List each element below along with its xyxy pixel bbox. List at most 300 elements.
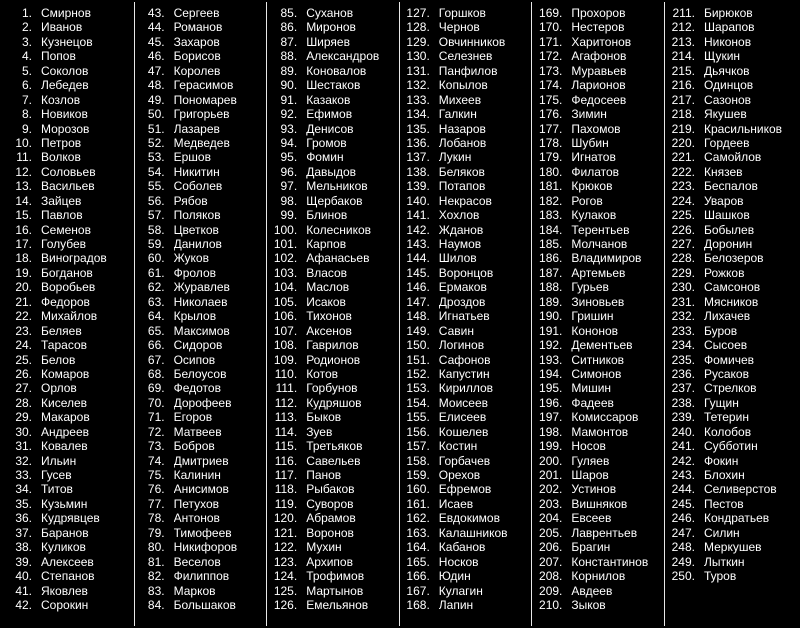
list-item <box>400 64 532 78</box>
surname: Федотов <box>173 381 221 396</box>
list-item <box>665 179 798 193</box>
surname: Жуков <box>173 251 209 266</box>
rank-number: 56. <box>147 193 165 208</box>
surname: Богданов <box>41 265 93 280</box>
rank-number: 174. <box>539 78 563 93</box>
surname: Тимофеев <box>173 525 232 540</box>
surname: Лихачев <box>703 309 751 324</box>
list-item <box>2 338 134 352</box>
rank-number: 70. <box>147 395 165 410</box>
rank-number: 80. <box>147 540 165 555</box>
rank-number: 114. <box>274 424 298 439</box>
surname: Комаров <box>41 366 90 381</box>
surname: Дроздов <box>438 294 486 309</box>
surname: Фомичев <box>703 352 755 367</box>
surname: Бобылев <box>703 222 755 237</box>
list-item <box>400 35 532 49</box>
rank-number: 167. <box>406 583 430 598</box>
rank-number: 168. <box>406 597 430 612</box>
list-item <box>2 78 134 92</box>
rank-number: 86. <box>280 20 298 35</box>
rank-number: 152. <box>406 366 430 381</box>
list-item <box>267 425 399 439</box>
rank-number: 47. <box>147 63 165 78</box>
rank-number: 241. <box>671 439 695 454</box>
list-item <box>2 194 134 208</box>
rank-number: 107. <box>273 323 298 338</box>
rank-number: 87. <box>280 34 298 49</box>
list-item <box>532 194 664 208</box>
rank-number: 113. <box>274 410 298 425</box>
rank-number: 33. <box>15 468 32 482</box>
surname: Кондратьев <box>703 511 770 526</box>
surname: Савин <box>438 323 474 338</box>
surname: Ковалев <box>41 439 88 454</box>
surname: Васильев <box>41 179 95 194</box>
rank-number: 75. <box>147 468 165 482</box>
list-item <box>2 280 134 294</box>
surname: Куликов <box>41 540 86 555</box>
surname: Ефремов <box>438 482 492 497</box>
rank-number: 133. <box>406 92 430 107</box>
surname: Антонов <box>173 511 220 526</box>
rank-number: 159. <box>406 468 430 482</box>
list-item <box>135 64 267 78</box>
list-item <box>400 49 532 63</box>
list-item <box>400 6 532 20</box>
surname: Савельев <box>306 453 361 468</box>
surname: Ермаков <box>438 280 487 295</box>
surname: Емельянов <box>306 597 369 612</box>
surname: Муравьев <box>571 63 627 78</box>
surname: Нестеров <box>571 20 625 35</box>
rank-number: 119. <box>274 496 298 511</box>
rank-number: 197. <box>539 410 563 425</box>
list-item <box>267 165 399 179</box>
surname: Буров <box>703 323 738 338</box>
list-item <box>400 584 532 598</box>
rank-number: 120. <box>273 511 298 526</box>
rank-number: 51. <box>147 121 165 136</box>
list-item <box>665 338 798 352</box>
rank-number: 205. <box>539 525 563 540</box>
rank-number: 13. <box>15 179 32 194</box>
surname: Сысоев <box>703 338 748 353</box>
surname: Ефимов <box>306 107 353 122</box>
surname: Гурьев <box>571 280 609 295</box>
rank-number: 49. <box>147 92 165 107</box>
rank-number: 52. <box>147 135 165 150</box>
surname: Макаров <box>41 410 90 425</box>
surname: Осипов <box>173 352 216 367</box>
column-1 <box>2 2 135 626</box>
list-item <box>400 136 532 150</box>
list-item <box>665 208 798 222</box>
surname: Кириллов <box>438 381 494 396</box>
list-item <box>2 237 134 251</box>
surname: Уваров <box>703 193 744 208</box>
rank-number: 224. <box>671 193 695 208</box>
surname: Панов <box>306 468 342 482</box>
list-item <box>400 165 532 179</box>
rank-number: 247. <box>671 525 695 540</box>
surname: Абрамов <box>306 511 356 526</box>
surname: Соловьев <box>41 164 96 179</box>
surname: Лаврентьев <box>571 525 638 540</box>
list-item <box>532 410 664 424</box>
list-item <box>267 78 399 92</box>
rank-number: 90. <box>280 78 298 93</box>
list-item <box>2 526 134 540</box>
rank-number: 145. <box>406 265 430 280</box>
list-item <box>135 555 267 569</box>
rank-number: 103. <box>273 265 298 280</box>
list-item <box>135 598 267 612</box>
surname: Алексеев <box>41 554 94 569</box>
surname: Хохлов <box>438 208 480 223</box>
surname: Гаврилов <box>306 338 359 353</box>
surname: Козлов <box>41 92 81 107</box>
rank-number: 112. <box>274 395 298 410</box>
surname: Шаров <box>571 468 609 482</box>
rank-number: 19. <box>15 265 32 280</box>
list-item <box>532 353 664 367</box>
list-item <box>2 468 134 482</box>
surname: Ильин <box>41 453 77 468</box>
surname: Кошелев <box>438 424 489 439</box>
surname: Мартынов <box>306 583 364 598</box>
rank-number: 230. <box>671 280 695 295</box>
rank-number: 7. <box>21 92 32 107</box>
list-item <box>135 526 267 540</box>
list-item <box>135 223 267 237</box>
surname: Ситников <box>571 352 625 367</box>
list-item <box>267 237 399 251</box>
list-item <box>135 20 267 34</box>
surname: Зиновьев <box>571 294 625 309</box>
surname: Якушев <box>703 107 747 122</box>
rank-number: 14. <box>15 193 32 208</box>
rank-number: 38. <box>15 540 32 555</box>
rank-number: 2. <box>21 20 32 35</box>
rank-number: 181. <box>539 179 563 194</box>
surname: Ширяев <box>306 34 350 49</box>
rank-number: 79. <box>147 525 165 540</box>
list-item <box>135 49 267 63</box>
list-item <box>135 482 267 496</box>
surname: Кудрявцев <box>41 511 100 526</box>
rank-number: 67. <box>147 352 165 367</box>
surname: Рябов <box>173 193 208 208</box>
rank-number: 100. <box>273 222 298 237</box>
rank-number: 136. <box>406 135 430 150</box>
rank-number: 41. <box>15 583 32 598</box>
surname: Кабанов <box>438 540 486 555</box>
rank-number: 109. <box>273 352 298 367</box>
rank-number: 222. <box>671 164 695 179</box>
rank-number: 45. <box>147 34 165 49</box>
rank-number: 157. <box>406 439 430 454</box>
surname: Гордеев <box>703 135 750 150</box>
rank-number: 173. <box>539 63 563 78</box>
surname: Калинин <box>173 468 221 482</box>
list-item <box>400 410 532 424</box>
surname: Горшков <box>438 6 486 20</box>
rank-number: 131. <box>406 63 430 78</box>
surname: Медведев <box>173 135 230 150</box>
surname: Кудряшов <box>306 395 362 410</box>
surname: Стрелков <box>703 381 757 396</box>
rank-number: 39. <box>15 554 32 569</box>
rank-number: 92. <box>280 107 298 122</box>
surname: Селезнев <box>438 49 493 64</box>
surname: Назаров <box>438 121 486 136</box>
rank-number: 179. <box>539 150 563 165</box>
rank-number: 235. <box>671 352 695 367</box>
list-item <box>267 64 399 78</box>
list-item <box>665 497 798 511</box>
rank-number: 101. <box>273 237 298 251</box>
surname: Мясников <box>703 294 759 309</box>
rank-number: 229. <box>671 265 695 280</box>
rank-number: 61. <box>147 265 165 280</box>
surname: Горбачев <box>438 453 491 468</box>
surname: Зайцев <box>41 193 82 208</box>
list-item <box>400 20 532 34</box>
list-item <box>665 482 798 496</box>
surname: Петухов <box>173 496 220 511</box>
surname: Гусев <box>41 468 72 482</box>
surname: Давыдов <box>306 164 357 179</box>
list-item <box>2 324 134 338</box>
surname: Князев <box>703 164 743 179</box>
surname: Сафонов <box>438 352 491 367</box>
surname: Баранов <box>41 525 89 540</box>
list-item <box>532 122 664 136</box>
surname: Крюков <box>571 179 613 194</box>
rank-number: 161. <box>406 496 430 511</box>
surname: Герасимов <box>173 78 234 93</box>
list-item <box>2 266 134 280</box>
surname: Рыбаков <box>306 482 355 497</box>
list-item <box>400 454 532 468</box>
list-item <box>665 64 798 78</box>
list-item <box>267 569 399 583</box>
surname: Данилов <box>173 237 222 251</box>
list-item <box>135 324 267 338</box>
list-item <box>2 396 134 410</box>
surname: Веселов <box>173 554 221 569</box>
list-item <box>400 396 532 410</box>
list-item <box>665 223 798 237</box>
rank-number: 36. <box>15 511 32 526</box>
rank-number: 201. <box>539 468 563 482</box>
list-item <box>532 555 664 569</box>
surname: Захаров <box>173 34 220 49</box>
surname: Крылов <box>173 309 217 324</box>
rank-number: 91. <box>280 92 298 107</box>
column-5 <box>532 2 665 626</box>
surname-list <box>2 2 798 626</box>
rank-number: 69. <box>147 381 165 396</box>
surname: Агафонов <box>571 49 627 64</box>
surname: Филатов <box>571 164 620 179</box>
surname: Дорофеев <box>173 395 232 410</box>
list-item <box>532 338 664 352</box>
list-item <box>135 35 267 49</box>
rank-number: 162. <box>406 511 430 526</box>
list-item <box>267 584 399 598</box>
list-item <box>532 425 664 439</box>
surname: Евсеев <box>571 511 612 526</box>
list-item <box>2 6 134 20</box>
surname: Рогов <box>571 193 603 208</box>
surname: Григорьев <box>173 107 230 122</box>
list-item <box>135 165 267 179</box>
surname: Гуляев <box>571 453 610 468</box>
rank-number: 42. <box>15 597 32 612</box>
surname: Лебедев <box>41 78 89 93</box>
list-item <box>267 20 399 34</box>
rank-number: 24. <box>15 338 32 353</box>
list-item <box>532 20 664 34</box>
surname: Новиков <box>41 107 88 122</box>
rank-number: 148. <box>406 309 430 324</box>
list-item <box>267 555 399 569</box>
rank-number: 215. <box>671 63 695 78</box>
surname: Фролов <box>173 265 216 280</box>
rank-number: 31. <box>15 439 32 454</box>
rank-number: 125. <box>273 583 298 598</box>
rank-number: 144. <box>406 251 430 266</box>
rank-number: 184. <box>539 222 563 237</box>
surname: Ершов <box>173 150 211 165</box>
list-item <box>532 150 664 164</box>
list-item <box>665 78 798 92</box>
surname: Тетерин <box>703 410 749 425</box>
list-item <box>532 569 664 583</box>
rank-number: 237. <box>671 381 695 396</box>
surname: Лукин <box>438 150 472 165</box>
surname: Кузнецов <box>41 34 93 49</box>
rank-number: 141. <box>406 208 430 223</box>
rank-number: 18. <box>15 251 32 266</box>
list-item <box>400 338 532 352</box>
surname: Сидоров <box>173 338 223 353</box>
rank-number: 8. <box>21 107 32 122</box>
surname: Шарапов <box>703 20 755 35</box>
surname: Коновалов <box>306 63 367 78</box>
surname: Лобанов <box>438 135 487 150</box>
list-item <box>665 136 798 150</box>
rank-number: 143. <box>406 237 430 251</box>
rank-number: 243. <box>671 468 695 482</box>
surname: Лазарев <box>173 121 220 136</box>
surname: Сергеев <box>173 6 220 20</box>
list-item <box>267 179 399 193</box>
surname: Харитонов <box>571 34 632 49</box>
list-item <box>532 251 664 265</box>
list-item <box>400 78 532 92</box>
surname: Шилов <box>438 251 477 266</box>
rank-number: 189. <box>539 294 563 309</box>
surname: Беспалов <box>703 179 758 194</box>
surname: Александров <box>306 49 380 64</box>
rank-number: 250. <box>671 569 695 584</box>
list-item <box>135 295 267 309</box>
surname: Матвеев <box>173 424 222 439</box>
rank-number: 11. <box>16 150 32 165</box>
rank-number: 164. <box>406 540 430 555</box>
list-item <box>400 598 532 612</box>
list-item <box>665 309 798 323</box>
surname: Марков <box>173 583 216 598</box>
rank-number: 15. <box>15 208 32 223</box>
list-item <box>400 468 532 482</box>
rank-number: 236. <box>671 366 695 381</box>
list-item <box>532 396 664 410</box>
surname: Михеев <box>438 92 482 107</box>
list-item <box>135 511 267 525</box>
rank-number: 204. <box>539 511 563 526</box>
rank-number: 196. <box>539 395 563 410</box>
rank-number: 27. <box>15 381 32 396</box>
list-item <box>400 482 532 496</box>
list-item <box>532 526 664 540</box>
rank-number: 193. <box>539 352 563 367</box>
rank-number: 123. <box>273 554 298 569</box>
rank-number: 1. <box>21 6 32 20</box>
surname: Фадеев <box>571 395 614 410</box>
rank-number: 178. <box>539 135 563 150</box>
list-item <box>400 555 532 569</box>
list-item <box>532 35 664 49</box>
list-item <box>665 266 798 280</box>
rank-number: 177. <box>539 121 563 136</box>
rank-number: 186. <box>539 251 563 266</box>
surname: Сорокин <box>41 597 89 612</box>
rank-number: 172. <box>539 49 563 64</box>
surname: Максимов <box>173 323 230 338</box>
list-item <box>267 367 399 381</box>
list-item <box>665 165 798 179</box>
surname: Меркушев <box>703 540 762 555</box>
surname: Фокин <box>703 453 739 468</box>
list-item <box>532 93 664 107</box>
rank-number: 182. <box>539 193 563 208</box>
list-item <box>400 540 532 554</box>
rank-number: 228. <box>671 251 695 266</box>
rank-number: 234. <box>671 338 695 353</box>
surname: Воронцов <box>438 265 494 280</box>
rank-number: 98. <box>280 193 298 208</box>
rank-number: 40. <box>15 569 32 584</box>
list-item <box>532 468 664 482</box>
rank-number: 78. <box>147 511 165 526</box>
surname: Кулаков <box>571 208 617 223</box>
surname: Смирнов <box>41 6 91 20</box>
surname: Быков <box>306 410 342 425</box>
rank-number: 37. <box>15 525 32 540</box>
surname: Галкин <box>438 107 477 122</box>
list-item <box>135 136 267 150</box>
surname: Вишняков <box>571 496 628 511</box>
list-item <box>2 309 134 323</box>
rank-number: 206. <box>539 540 563 555</box>
rank-number: 35. <box>15 496 32 511</box>
list-item <box>135 468 267 482</box>
rank-number: 22. <box>15 309 32 324</box>
